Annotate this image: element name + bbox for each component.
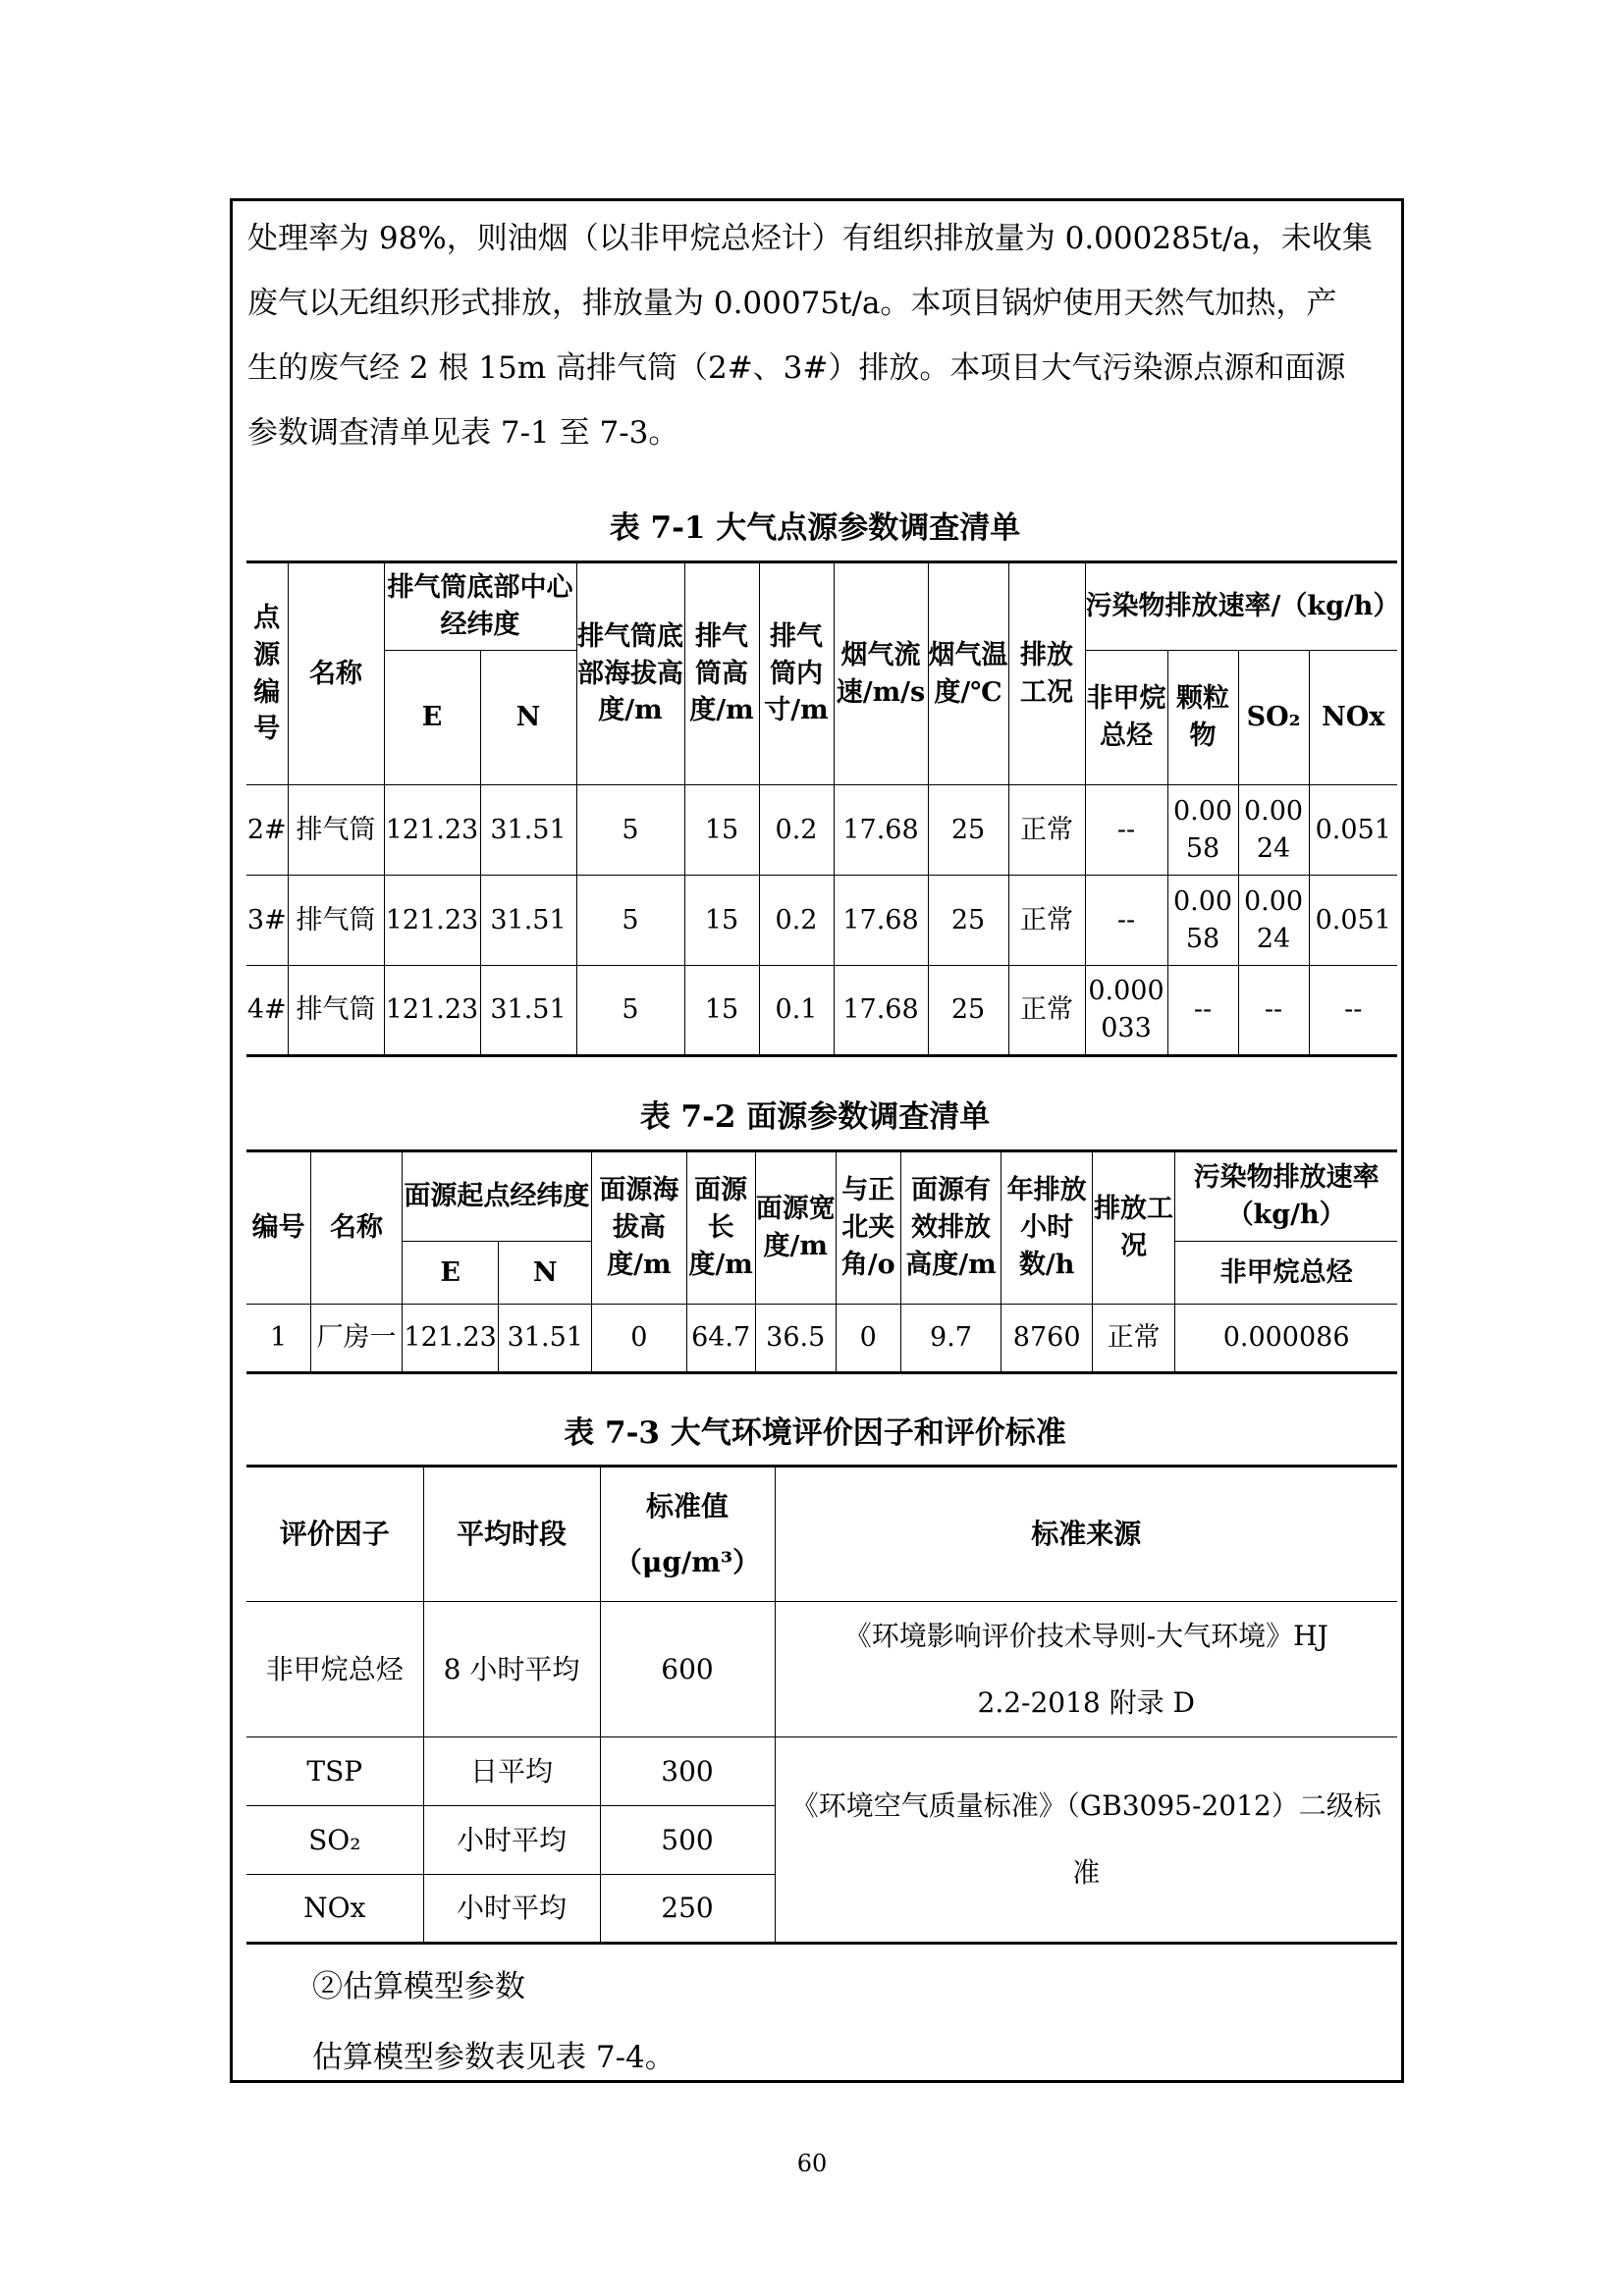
- cell: 0.0024: [1238, 876, 1309, 966]
- cell: 小时平均: [423, 1806, 600, 1875]
- cell: 121.23: [384, 876, 480, 966]
- cell: TSP: [246, 1737, 423, 1806]
- cell: 31.51: [480, 785, 576, 876]
- header-n: N: [499, 1242, 592, 1305]
- cell: SO₂: [246, 1806, 423, 1875]
- cell: 15: [684, 785, 759, 876]
- header-nmhc: 非甲烷总烃: [1175, 1242, 1397, 1305]
- header-nox: NOx: [1309, 651, 1397, 785]
- header-angle: 与正北夹角/o: [836, 1151, 900, 1305]
- cell: 15: [684, 966, 759, 1056]
- header-name: 名称: [288, 562, 384, 785]
- header-id: 编号: [246, 1151, 311, 1305]
- table-row: [246, 1737, 1397, 1806]
- cell: 36.5: [755, 1305, 836, 1373]
- cell: 17.68: [834, 876, 928, 966]
- section-heading: ②估算模型参数: [312, 1969, 525, 2004]
- cell: 1: [246, 1305, 311, 1373]
- intro-paragraph: [247, 206, 1396, 465]
- header-condition: 排放工况: [1092, 1151, 1174, 1305]
- cell: 31.51: [480, 966, 576, 1056]
- cell: 9.7: [900, 1305, 1001, 1373]
- table1-caption: 表 7-1 大气点源参数调查清单: [609, 510, 1021, 546]
- cell: 《环境空气质量标准》（GB3095-2012）二级标准: [775, 1737, 1397, 1944]
- header-length: 面源长度/m: [686, 1151, 755, 1305]
- cell: 5: [576, 876, 684, 966]
- cell: 25: [928, 785, 1008, 876]
- paragraph-line: 参数调查清单见表 7-1 至 7-3。: [247, 415, 679, 451]
- cell: 64.7: [686, 1305, 755, 1373]
- cell: 0.0058: [1167, 876, 1238, 966]
- header-factor: 评价因子: [246, 1467, 423, 1602]
- cell: --: [1085, 876, 1167, 966]
- header-emission-rate: 污染物排放速率/（kg/h）: [1085, 562, 1397, 651]
- cell: 121.23: [402, 1305, 499, 1373]
- cell: NOx: [246, 1875, 423, 1944]
- cell: 0.000033: [1085, 966, 1167, 1056]
- header-e: E: [402, 1242, 499, 1305]
- table3-caption: 表 7-3 大气环境评价因子和评价标准: [564, 1415, 1066, 1451]
- header-width: 面源宽度/m: [755, 1151, 836, 1305]
- header-source: 标准来源: [775, 1467, 1397, 1602]
- header-height: 排气筒高度/m: [684, 562, 759, 785]
- header-standard-value: [600, 1467, 775, 1602]
- cell: 4#: [246, 966, 288, 1056]
- cell: 300: [600, 1737, 775, 1806]
- cell: --: [1238, 966, 1309, 1056]
- cell: 500: [600, 1806, 775, 1875]
- cell: 8 小时平均: [423, 1602, 600, 1737]
- cell: 15: [684, 876, 759, 966]
- cell: 非甲烷总烃: [246, 1602, 423, 1737]
- header-nmhc: 非甲烷总烃: [1085, 651, 1167, 785]
- header-n: N: [480, 651, 576, 785]
- header-name: 名称: [311, 1151, 403, 1305]
- header-hours: 年排放小时数/h: [1001, 1151, 1093, 1305]
- cell: 600: [600, 1602, 775, 1737]
- point-source-table: [246, 561, 1400, 1057]
- cell: 厂房一: [311, 1305, 403, 1373]
- header-emission-rate: 污染物排放速率（kg/h）: [1175, 1151, 1397, 1242]
- cell: 日平均: [423, 1737, 600, 1806]
- table-row: [246, 1602, 1397, 1737]
- page-number: 60: [796, 2150, 828, 2177]
- cell: 5: [576, 785, 684, 876]
- cell: 17.68: [834, 966, 928, 1056]
- cell: 0: [836, 1305, 900, 1373]
- cell: --: [1085, 785, 1167, 876]
- cell: 0.051: [1309, 876, 1397, 966]
- cell: 正常: [1008, 876, 1085, 966]
- header-standard-value-line1: 标准值: [645, 1489, 729, 1522]
- cell: 2#: [246, 785, 288, 876]
- cell: 正常: [1092, 1305, 1174, 1373]
- header-velocity: 烟气流速/m/s: [834, 562, 928, 785]
- header-diameter: 排气筒内寸/m: [759, 562, 834, 785]
- header-coord: 排气筒底部中心经纬度: [384, 562, 576, 651]
- cell: 0.051: [1309, 785, 1397, 876]
- cell: 5: [576, 966, 684, 1056]
- tail-text: [312, 1951, 1294, 2093]
- cell: 121.23: [384, 966, 480, 1056]
- table2-caption: 表 7-2 面源参数调查清单: [639, 1099, 991, 1135]
- cell: 排气筒: [288, 966, 384, 1056]
- table-row: [246, 785, 1397, 876]
- cell: --: [1309, 966, 1397, 1056]
- cell: --: [1167, 966, 1238, 1056]
- cell: 0.1: [759, 966, 834, 1056]
- header-temperature: 烟气温度/℃: [928, 562, 1008, 785]
- cell: 《环境影响评价技术导则-大气环境》HJ 2.2-2018 附录 D: [775, 1602, 1397, 1737]
- cell: 25: [928, 876, 1008, 966]
- table-row: [246, 966, 1397, 1056]
- header-altitude: 面源海拔高度/m: [592, 1151, 687, 1305]
- header-pm: 颗粒物: [1167, 651, 1238, 785]
- cell: 排气筒: [288, 876, 384, 966]
- cell: 正常: [1008, 785, 1085, 876]
- header-coord: 面源起点经纬度: [402, 1151, 591, 1242]
- cell: 0.000086: [1175, 1305, 1397, 1373]
- cell: 0.2: [759, 785, 834, 876]
- section-text: 估算模型参数表见表 7-4。: [312, 2040, 676, 2075]
- paragraph-line: 废气以无组织形式排放，排放量为 0.00075t/a。本项目锅炉使用天然气加热，产: [247, 286, 1337, 321]
- cell: 3#: [246, 876, 288, 966]
- paragraph-line: 处理率为 98%，则油烟（以非甲烷总烃计）有组织排放量为 0.000285t/a，未收集: [247, 221, 1373, 256]
- table-row: [246, 1305, 1397, 1373]
- header-so2: SO₂: [1238, 651, 1309, 785]
- header-period: 平均时段: [423, 1467, 600, 1602]
- paragraph-line: 生的废气经 2 根 15m 高排气筒（2#、3#）排放。本项目大气污染源点源和面源: [247, 350, 1346, 386]
- evaluation-standard-table: [246, 1465, 1397, 1945]
- area-source-table: [246, 1149, 1397, 1374]
- header-altitude: 排气筒底部海拔高度/m: [576, 562, 684, 785]
- cell: 8760: [1001, 1305, 1093, 1373]
- table-row: [246, 876, 1397, 966]
- cell: 小时平均: [423, 1875, 600, 1944]
- cell: 25: [928, 966, 1008, 1056]
- cell: 250: [600, 1875, 775, 1944]
- cell: 31.51: [480, 876, 576, 966]
- cell: 121.23: [384, 785, 480, 876]
- cell: 0: [592, 1305, 687, 1373]
- cell: 31.51: [499, 1305, 592, 1373]
- cell: 0.0024: [1238, 785, 1309, 876]
- header-condition: 排放工况: [1008, 562, 1085, 785]
- cell: 排气筒: [288, 785, 384, 876]
- header-effective-height: 面源有效排放高度/m: [900, 1151, 1001, 1305]
- header-source-id: 点源编号: [246, 562, 288, 785]
- header-e: E: [384, 651, 480, 785]
- header-standard-value-line2: （μg/m³）: [614, 1546, 761, 1578]
- cell: 正常: [1008, 966, 1085, 1056]
- cell: 0.0058: [1167, 785, 1238, 876]
- cell: 17.68: [834, 785, 928, 876]
- cell: 0.2: [759, 876, 834, 966]
